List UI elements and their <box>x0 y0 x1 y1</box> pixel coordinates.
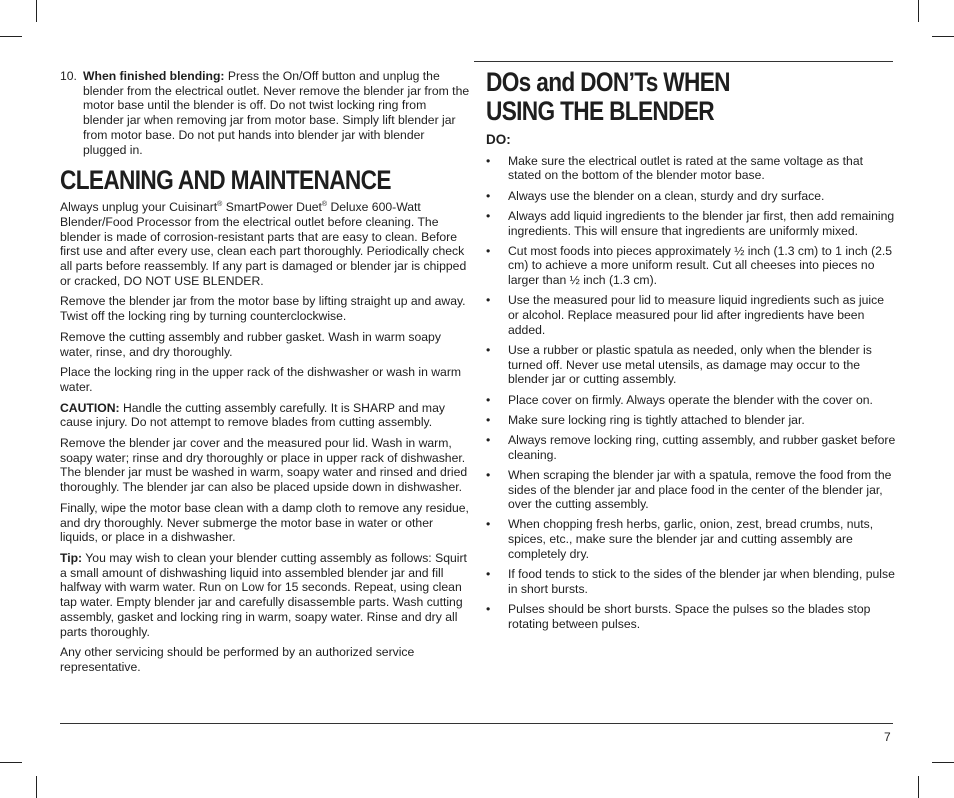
do-list-item-text: Use a rubber or plastic spatula as needed, only when the blender is turned off. Never use metal utensils, as damage may occur to the blender jar or cutting assembly. <box>508 342 872 387</box>
registered-mark: ® <box>321 201 328 209</box>
page-number: 7 <box>884 730 891 744</box>
bullet-icon: • <box>486 567 491 582</box>
do-list-item <box>486 209 896 238</box>
paragraph-remove-cutting: Remove the cutting assembly and rubber gasket. Wash in warm soapy water, rinse, and dry thoroughly. <box>60 329 441 359</box>
bullet-icon: • <box>486 517 491 532</box>
caution-label: CAUTION: <box>60 400 120 415</box>
bullet-icon: • <box>486 601 491 616</box>
do-list-item <box>486 343 896 387</box>
do-list-item <box>486 189 896 204</box>
do-list-item-text: Always remove locking ring, cutting assembly, and rubber gasket before cleaning. <box>508 432 896 462</box>
do-list-item <box>486 154 896 183</box>
crop-mark <box>932 762 954 763</box>
do-list-item <box>486 244 896 288</box>
bullet-icon: • <box>486 392 491 407</box>
section-heading-cleaning: CLEANING AND MAINTENANCE <box>60 165 391 196</box>
do-list-item-text: Always use the blender on a clean, sturdy and dry surface. <box>508 188 825 203</box>
do-list-item-text: Place cover on firmly. Always operate the blender with the cover on. <box>508 392 873 407</box>
step-body-text: Press the On/Off button and unplug the blender from the electrical outlet. Never remove the blender jar from the motor base until the blender is off. Do not twist locking ring from blender jar when removing jar from motor base. Simply lift blender jar from motor base. Do not put hands into blender jar with blender plugged in. <box>83 69 470 157</box>
bullet-icon: • <box>486 293 491 308</box>
paragraph-motor-base: Finally, wipe the motor base clean with a damp cloth to remove any residue, and dry thoroughly. Never submerge the motor base in water or other liquids, or place in a dishwasher. <box>60 500 469 545</box>
crop-mark <box>932 36 954 37</box>
do-list-item-text: Always add liquid ingredients to the blender jar first, then add remaining ingredients. This will ensure that ingredients are uniformly mixed. <box>508 208 895 238</box>
step-number: 10. <box>60 69 77 83</box>
do-list-item-text: Make sure the electrical outlet is rated at the same voltage as that stated on the bottom of the blender motor base. <box>508 153 863 183</box>
step-label: When finished blending: <box>83 69 225 83</box>
left-column <box>60 69 470 681</box>
section-heading-dos-donts: DOs and DON’Ts WHEN USING THE BLENDER <box>486 67 730 126</box>
step-10 <box>60 69 470 157</box>
do-list-item <box>486 393 896 408</box>
top-rule <box>474 61 893 62</box>
do-list-item-text: Cut most foods into pieces approximately ½ inch (1.3 cm) to 1 inch (2.5 cm) to achieve a more uniform result. Cut all cheeses into pieces no larger than ½ inch (1.3 cm). <box>508 243 893 288</box>
do-label: DO: <box>486 132 511 147</box>
do-list-item <box>486 413 896 428</box>
paragraph-locking-ring: Place the locking ring in the upper rack of the dishwasher or wash in warm water. <box>60 365 462 394</box>
do-list-item <box>486 517 896 561</box>
bullet-icon: • <box>486 188 491 203</box>
do-list-item-text: When scraping the blender jar with a spatula, remove the food from the sides of the blender jar and place food in the center of the blender jar, over the cutting assembly. <box>508 467 892 512</box>
do-list-item-text: Use the measured pour lid to measure liquid ingredients such as juice or alcohol. Replace measured pour lid after ingredients have been added. <box>508 293 884 337</box>
crop-mark <box>36 776 37 798</box>
do-list-item <box>486 433 896 462</box>
intro-paragraph: Always unplug your Cuisinart® SmartPower Duet® Deluxe 600-Watt Blender/Food Processor from the electrical outlet before cleaning. The blender is made of corrosion-resistant parts that are easy to clean. Before first use and after every use, clean each part thoroughly. Periodically check all parts before reassembly. If any part is damaged or blender jar is chipped or cracked, DO NOT USE BLENDER. <box>60 200 467 288</box>
do-list-item <box>486 602 896 631</box>
caution-paragraph: CAUTION: Handle the cutting assembly carefully. It is SHARP and may cause injury. Do not attempt to remove blades from cutting assembly. <box>60 400 445 430</box>
crop-mark <box>918 0 919 22</box>
bullet-icon: • <box>486 342 491 357</box>
bullet-icon: • <box>486 208 491 223</box>
bullet-icon: • <box>486 153 491 168</box>
bottom-rule <box>60 723 893 724</box>
paragraph-jar-cover: Remove the blender jar cover and the measured pour lid. Wash in warm, soapy water; rinse and dry thoroughly or place in upper rack of dishwasher. The blender jar must be washed in warm, soapy water and rinsed and dried thoroughly. The blender jar can also be placed upside down in dishwasher. <box>60 436 468 495</box>
registered-mark: ® <box>217 201 223 209</box>
crop-mark <box>0 36 22 37</box>
step-text <box>83 69 470 157</box>
paragraph-remove-jar: Remove the blender jar from the motor base by lifting straight up and away. Twist off the locking ring by turning counterclockwise. <box>60 294 466 324</box>
do-list-item-text: Pulses should be short bursts. Space the pulses so the blades stop rotating between pulses. <box>508 601 871 631</box>
right-column <box>486 68 896 637</box>
bullet-icon: • <box>486 467 491 482</box>
do-list-item-text: Make sure locking ring is tightly attached to blender jar. <box>508 412 805 427</box>
do-list-item <box>486 293 896 337</box>
do-list-item-text: If food tends to stick to the sides of the blender jar when blending, pulse in short bursts. <box>508 567 895 596</box>
bullet-icon: • <box>486 432 491 447</box>
tip-paragraph: Tip: You may wish to clean your blender cutting assembly as follows: Squirt a small amount of dishwashing liquid into assembled blender jar and fill halfway with warm water. Run on Low for 15 seconds. Repeat, using clean tap water. Empty blender jar and carefully disassemble parts. Wash cutting assembly, gasket and locking ring in warm, soapy water. Rinse and dry all parts thoroughly. <box>60 550 467 639</box>
tip-label: Tip: <box>60 550 83 565</box>
crop-mark <box>0 762 22 763</box>
paragraph-servicing: Any other servicing should be performed by an authorized service representative. <box>60 645 415 674</box>
bullet-icon: • <box>486 243 491 258</box>
crop-mark <box>36 0 37 22</box>
do-list-item-text: When chopping fresh herbs, garlic, onion, zest, bread crumbs, nuts, spices, etc., make sure the blender jar and cutting assembly are completely dry. <box>508 517 874 561</box>
do-list <box>486 154 896 632</box>
bullet-icon: • <box>486 412 491 427</box>
crop-mark <box>918 776 919 798</box>
do-list-item <box>486 468 896 512</box>
do-list-item <box>486 567 896 596</box>
